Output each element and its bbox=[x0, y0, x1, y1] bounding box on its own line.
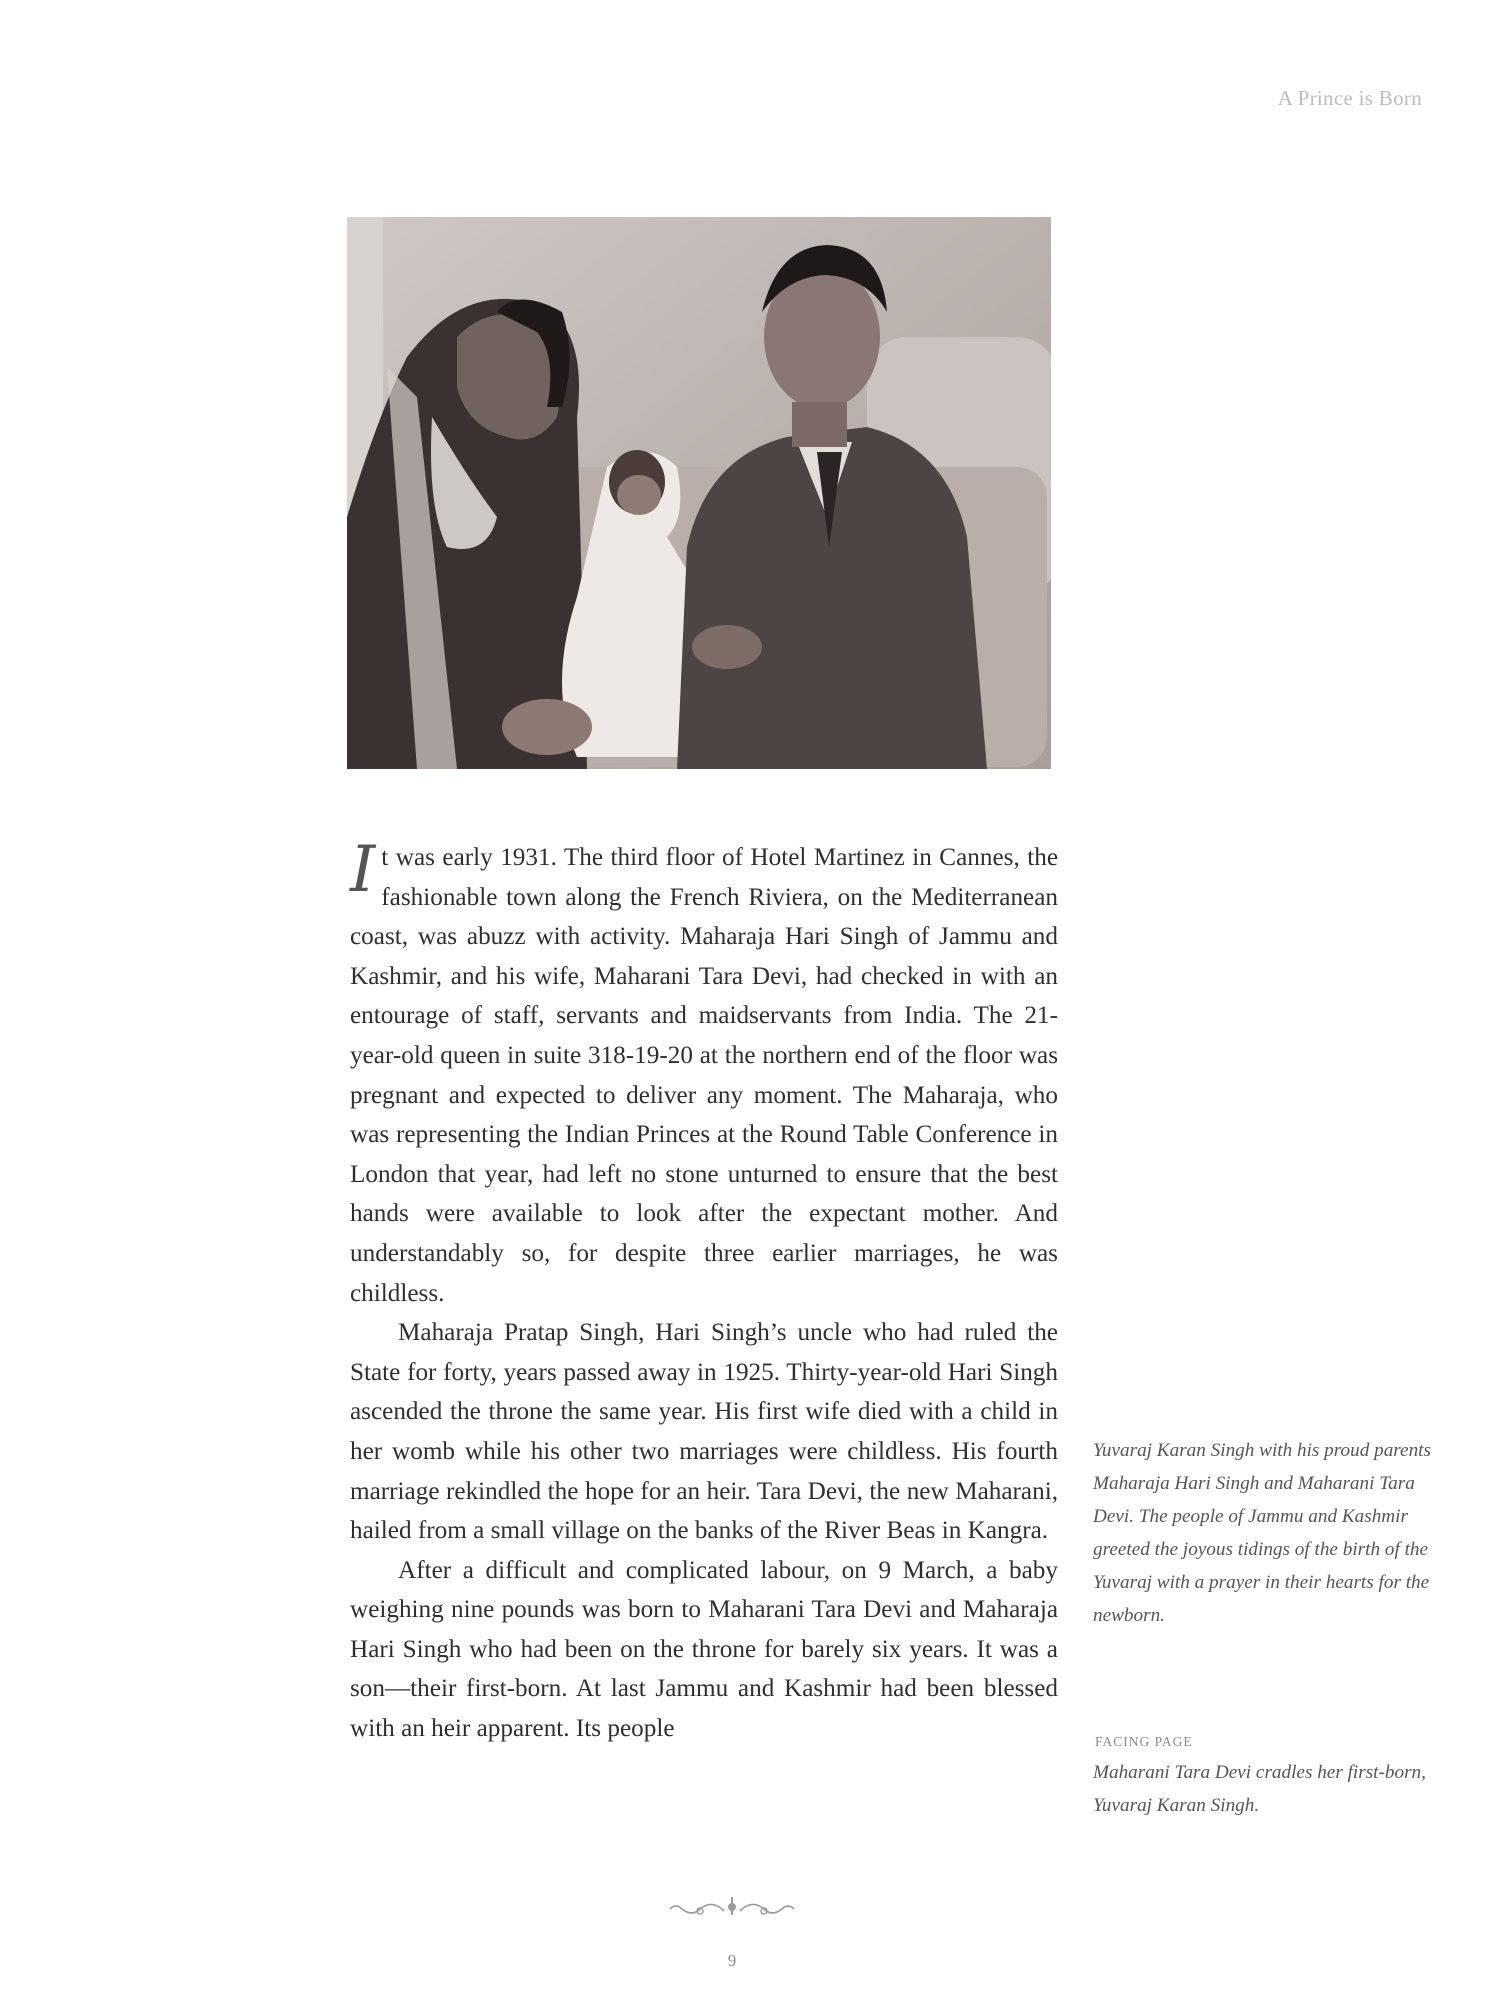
photo-caption: Yuvaraj Karan Singh with his proud parents Maharaja Hari Singh and Maharani Tara Devi. The people of Jammu and Kashmir greeted the joyous tidings of the birth of the Yuvaraj with a prayer in their hearts for the newborn. bbox=[1093, 1440, 1431, 1626]
page-number: 9 bbox=[727, 1951, 737, 1970]
paragraph-2: Maharaja Pratap Singh, Hari Singh’s uncle who had ruled the State for forty, years passed away in 1925. Thirty-year-old Hari Singh ascended the throne the same year. His first wife died with a child in her womb while his other two marriages were childless. His fourth marriage rekindled the hope for an heir. Tara Devi, the new Maharani, hailed from a small village on the banks of the River Beas in Kangra. bbox=[350, 1319, 1058, 1545]
drop-cap: I bbox=[350, 833, 376, 907]
facing-page-label: FACING PAGE bbox=[1095, 1734, 1193, 1749]
running-head: A Prince is Born bbox=[1277, 86, 1422, 110]
facing-page-caption: Maharani Tara Devi cradles her first-born, Yuvaraj Karan Singh. bbox=[1093, 1762, 1426, 1816]
flourish-ornament-icon bbox=[662, 1893, 802, 1925]
body-text bbox=[350, 833, 1058, 1749]
paragraph-1-text: t was early 1931. The third floor of Hotel Martinez in Cannes, the fashionable town along the French Riviera, on the Mediterranean coast, was abuzz with activity. Maharaja Hari Singh of Jammu and Kashmir, and his wife, Maharani Tara Devi, had checked in with an entourage of staff, servants and maidservants from India. The 21-year-old queen in suite 318-19-20 at the northern end of the floor was pregnant and expected to deliver any moment. The Maharaja, who was representing the Indian Princes at the Round Table Conference in London that year, had left no stone unturned to ensure that the best hands were available to look after the expectant mother. And understandably so, for despite three earlier marriages, he was childless. bbox=[350, 844, 1058, 1307]
photograph-image bbox=[347, 217, 1051, 769]
family-photograph bbox=[347, 217, 1051, 769]
paragraph-1 bbox=[350, 833, 1058, 1313]
paragraph-3: After a difficult and complicated labour, on 9 March, a baby weighing nine pounds was born to Maharani Tara Devi and Maharaja Hari Singh who had been on the throne for barely six years. It was a son—their first-born. At last Jammu and Kashmir had been blessed with an heir apparent. Its people bbox=[350, 1556, 1058, 1743]
